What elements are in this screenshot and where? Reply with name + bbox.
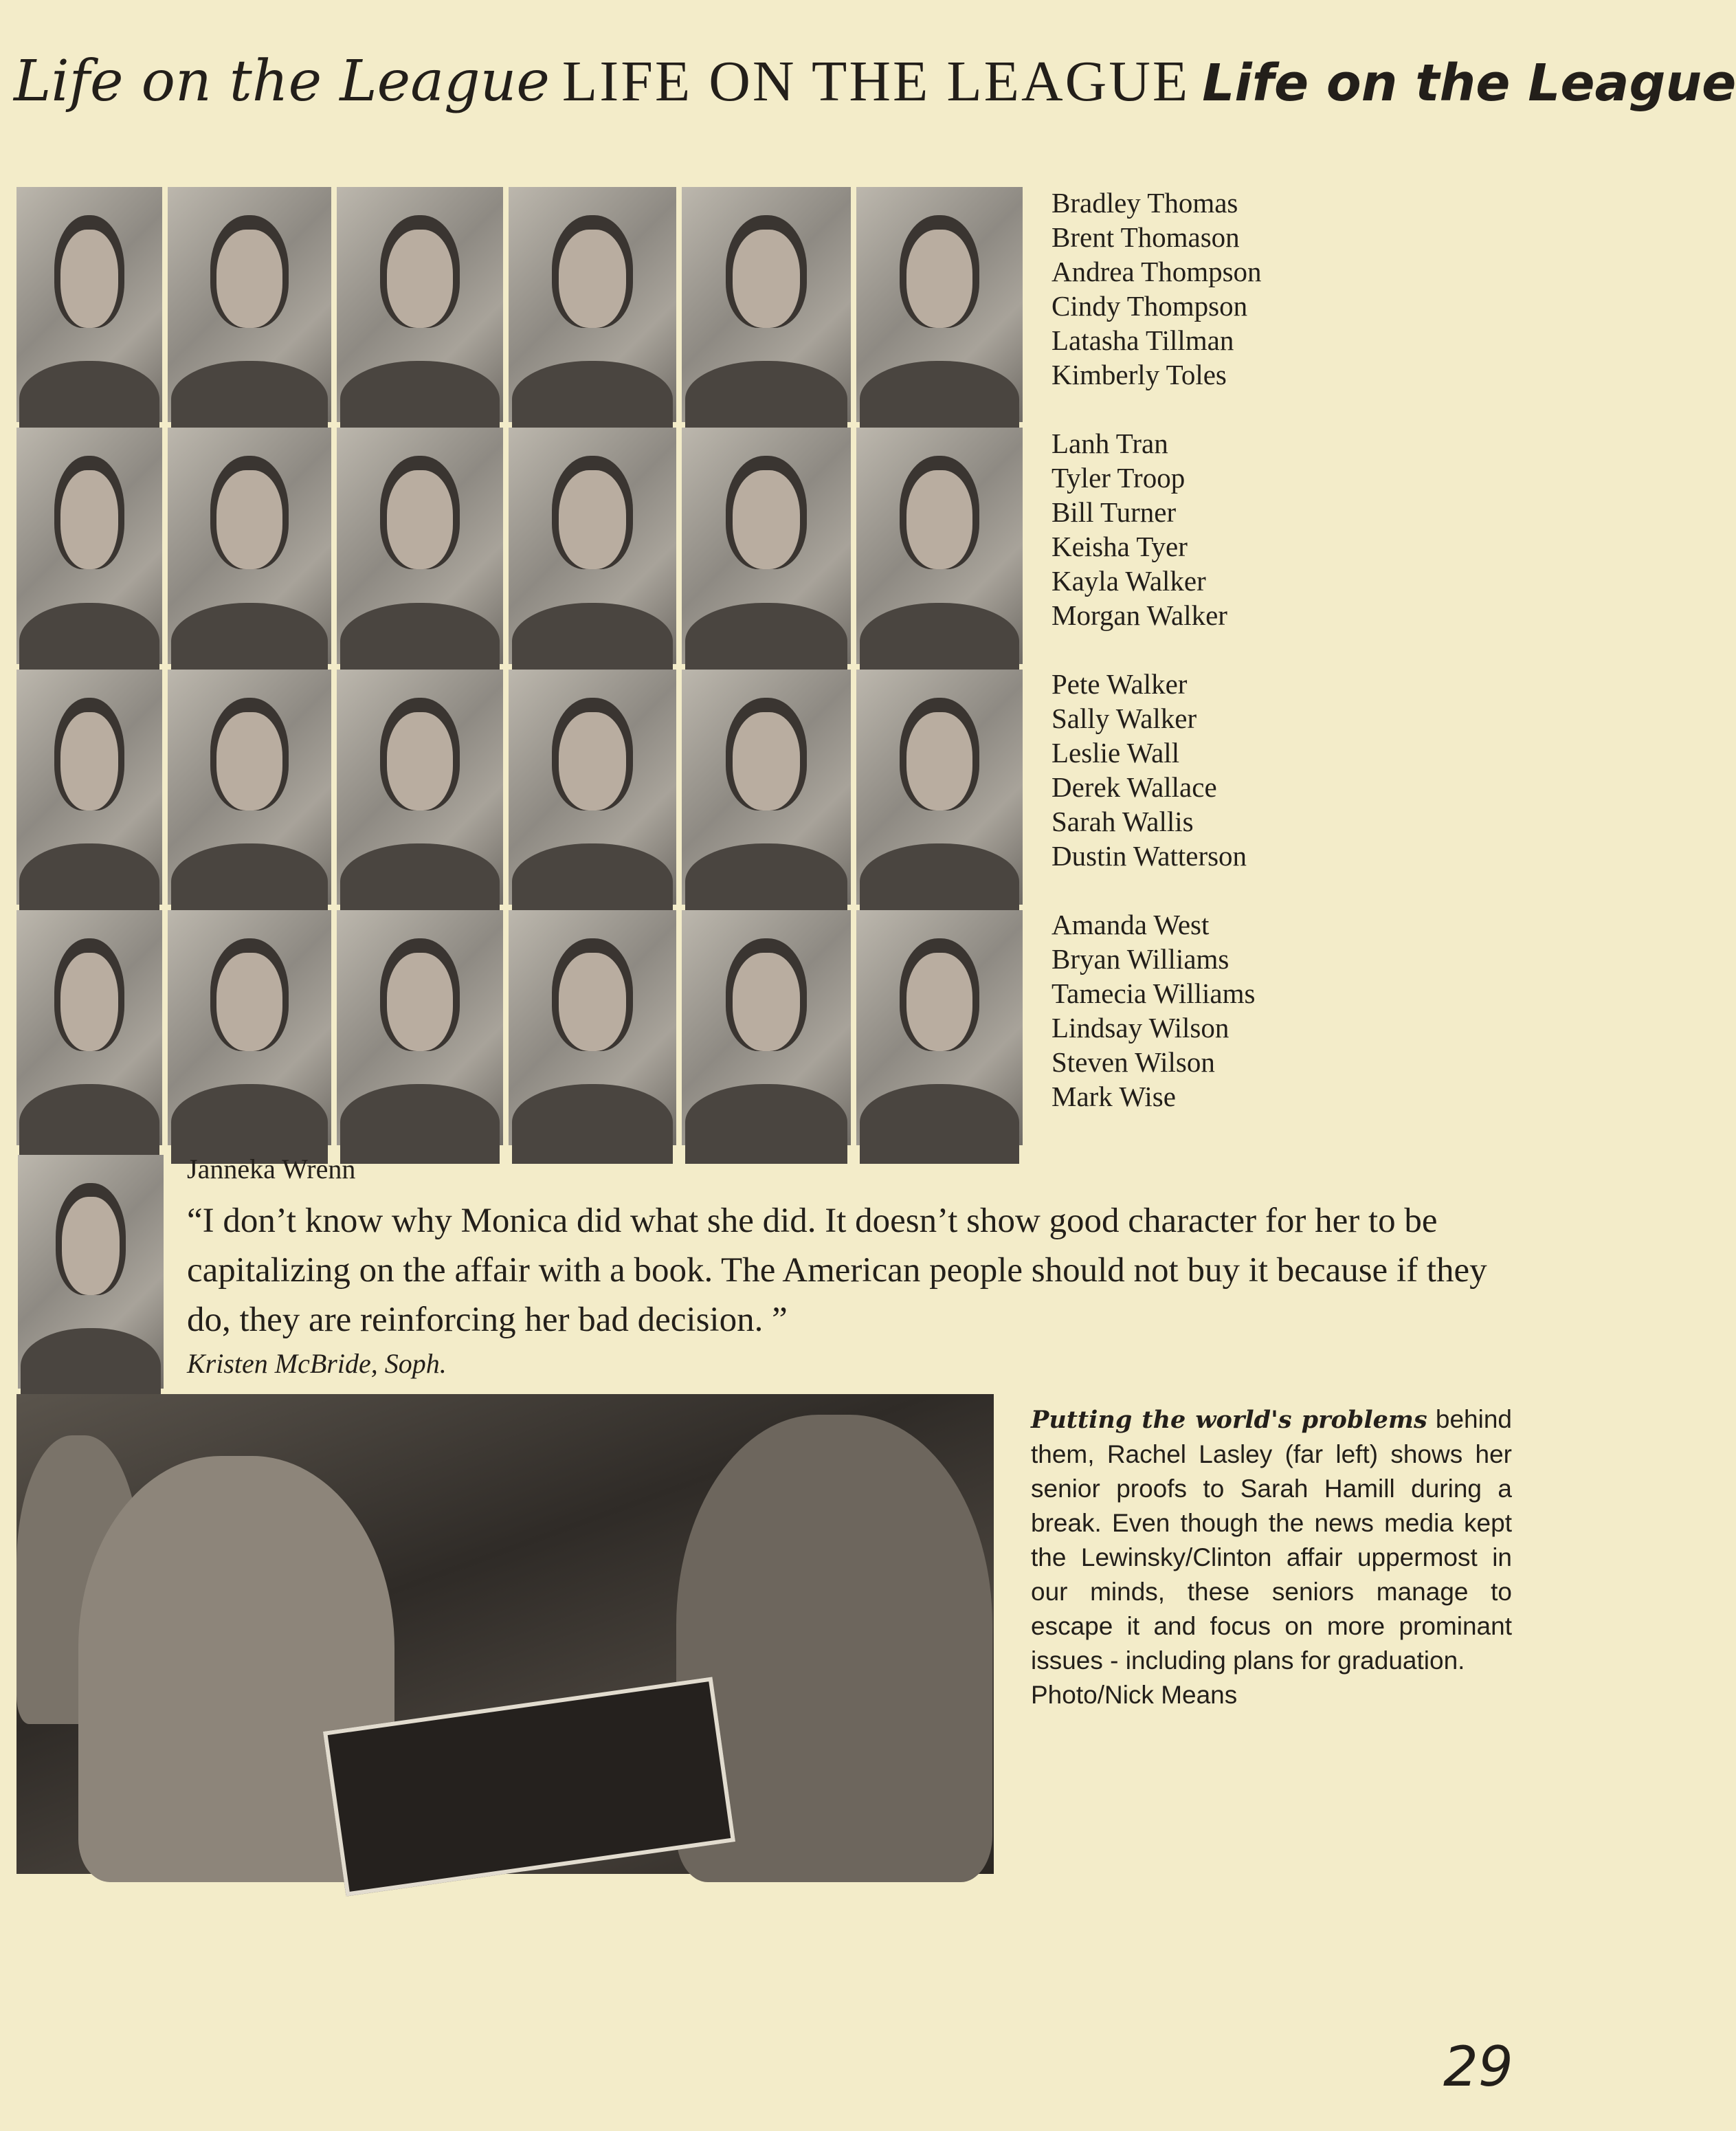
student-name: Latasha Tillman xyxy=(1051,324,1234,356)
page-number: 29 xyxy=(1443,2035,1513,2099)
portrait-photo xyxy=(509,910,676,1145)
portrait-photo xyxy=(168,910,331,1145)
portrait-photo xyxy=(168,670,331,905)
portrait-photo xyxy=(16,670,162,905)
name-list-2 xyxy=(1051,426,1533,632)
student-name: Dustin Watterson xyxy=(1051,840,1247,872)
header-caps: LIFE ON THE LEAGUE xyxy=(561,49,1190,113)
student-name: Andrea Thompson xyxy=(1051,256,1262,287)
student-name: Tyler Troop xyxy=(1051,462,1186,494)
photo-credit: Photo/Nick Means xyxy=(1031,1681,1238,1709)
student-name: Sarah Wallis xyxy=(1051,806,1194,837)
student-name: Derek Wallace xyxy=(1051,771,1217,803)
feature-photo xyxy=(16,1394,994,1874)
portrait-photo xyxy=(509,670,676,905)
portrait-photo xyxy=(16,910,162,1145)
student-name: Brent Thomason xyxy=(1051,221,1240,253)
portrait-photo xyxy=(337,670,503,905)
student-name: Janneka Wrenn xyxy=(187,1153,356,1184)
portrait-photo xyxy=(856,187,1023,422)
student-name: Lanh Tran xyxy=(1051,428,1168,459)
student-name: Morgan Walker xyxy=(1051,599,1227,631)
portrait-photo xyxy=(509,187,676,422)
student-name: Bradley Thomas xyxy=(1051,187,1238,219)
student-name: Keisha Tyer xyxy=(1051,531,1188,562)
photo-caption xyxy=(1031,1402,1512,1712)
student-name: Kayla Walker xyxy=(1051,565,1206,597)
quote-attribution: Kristen McBride, Soph. xyxy=(187,1348,447,1379)
portrait-photo xyxy=(509,428,676,664)
portrait-grid xyxy=(16,187,1023,1145)
caption-body: behind them, Rachel Lasley (far left) shows her senior proofs to Sarah Hamill during a break. Even though the news media kept the Lewinsky/Clinton affair uppermost in our minds, these seniors manage to escape it and focus on more prominant issues - including plans for graduation. xyxy=(1031,1405,1513,1675)
portrait-photo xyxy=(856,428,1023,664)
portrait-photo xyxy=(856,670,1023,905)
portrait-photo xyxy=(337,187,503,422)
student-name: Bill Turner xyxy=(1051,496,1177,528)
student-name: Kimberly Toles xyxy=(1051,359,1227,390)
pull-quote: “I don’t know why Monica did what she did. It doesn’t show good character for her to be capitalizing on the affair with a book. The American people should not buy it because if they do, they are reinforcing her bad decision. ” xyxy=(187,1202,1487,1339)
student-name: Sally Walker xyxy=(1051,703,1197,734)
page-header xyxy=(14,48,1736,144)
student-name: Pete Walker xyxy=(1051,668,1188,700)
name-list-3 xyxy=(1051,667,1533,873)
portrait-photo xyxy=(168,187,331,422)
name-list-1 xyxy=(1051,186,1533,392)
portrait-photo xyxy=(337,910,503,1145)
portrait-photo xyxy=(16,187,162,422)
portrait-photo xyxy=(682,670,851,905)
portrait-photo xyxy=(856,910,1023,1145)
portrait-photo xyxy=(682,910,851,1145)
student-name: Lindsay Wilson xyxy=(1051,1012,1229,1044)
student-name: Leslie Wall xyxy=(1051,737,1180,769)
student-name: Tamecia Williams xyxy=(1051,978,1256,1009)
portrait-photo xyxy=(682,187,851,422)
student-name: Steven Wilson xyxy=(1051,1046,1215,1078)
header-script-left: Life on the League xyxy=(14,49,550,114)
student-name: Cindy Thompson xyxy=(1051,290,1248,322)
portrait-photo xyxy=(337,428,503,664)
portrait-photo xyxy=(682,428,851,664)
header-script-right: Life on the League xyxy=(1202,54,1736,113)
portrait-photo xyxy=(16,428,162,664)
student-name: Bryan Williams xyxy=(1051,943,1229,975)
name-list-4 xyxy=(1051,907,1533,1114)
student-name: Mark Wise xyxy=(1051,1081,1176,1112)
portrait-photo xyxy=(18,1155,164,1389)
caption-lead: Putting the world's problems xyxy=(1031,1406,1427,1434)
student-name: Amanda West xyxy=(1051,909,1210,940)
portrait-photo xyxy=(168,428,331,664)
